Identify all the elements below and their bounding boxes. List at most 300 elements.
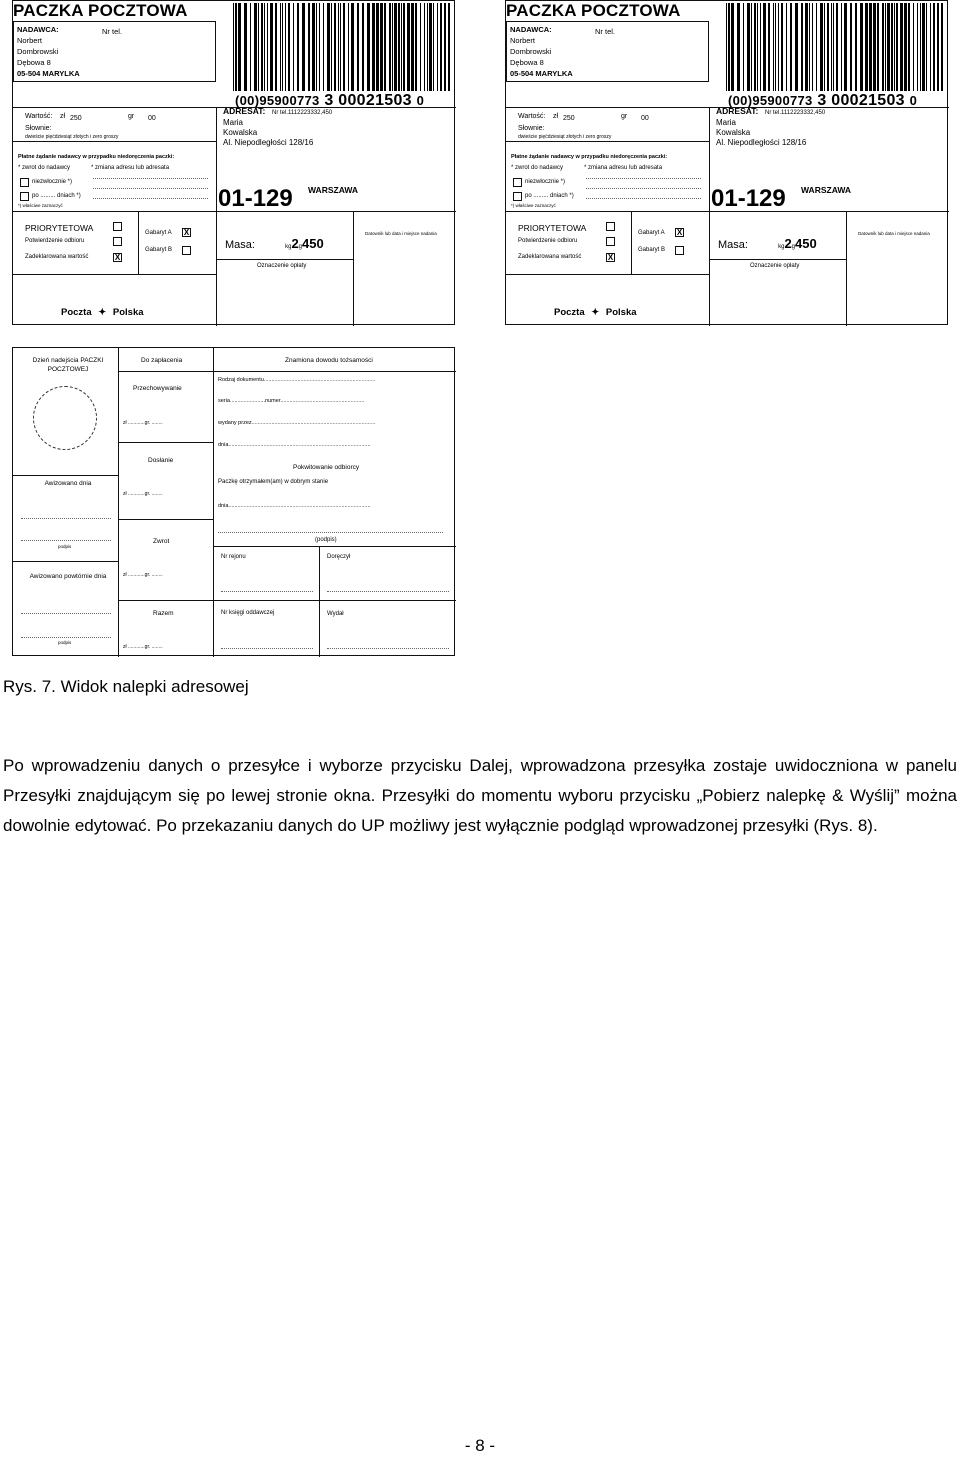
issued-by-label: Wydał [327,611,344,617]
barcode-bar [754,3,756,91]
storage-amount: zł ............gr. ........ [123,420,163,426]
confirm-label: Potwierdzenie odbioru [25,238,85,244]
payment-opt3: niezwłocznie *) [525,179,566,185]
label-header: PACZKA POCZTOWA [13,1,188,20]
recipient-name: Maria [223,118,244,127]
recipient-block [716,106,825,148]
notified-label: Awizowano dnia [44,480,92,487]
divider [353,211,354,326]
value-zl: 250 [70,115,82,122]
doc-date: dnia............................................................................................. [218,442,371,448]
barcode [231,3,453,97]
payment-checkbox [513,192,522,201]
divider [846,211,847,326]
fee-label: Oznaczenie opłaty [750,263,800,269]
dotted-line [218,532,443,533]
masa-g: g [298,244,303,250]
payment-opt3: niezwłocznie *) [32,179,73,185]
gab-b-checkbox [182,246,191,255]
sender-title: NADAWCA: [17,25,59,34]
payment-opt1: * zwrot do nadawcy [511,165,564,171]
barcode-bar [760,3,761,91]
declared-label: Zadeklarowana wartość [25,254,89,260]
divider [118,600,213,601]
sender-title: NADAWCA: [510,25,552,34]
barcode-bar [904,3,907,91]
barcode-bar [882,3,884,91]
barcode-bar [894,3,895,91]
barcode-bar [312,3,315,91]
address-label-1 [12,0,455,325]
barcode-bar [751,3,752,91]
declared-checkbox: X [114,253,121,262]
sender-surname: Dombrowski [510,47,552,56]
confirm-checkbox [606,237,615,246]
barcode-bar [343,3,345,91]
barcode-bar [824,3,825,91]
barcode-bar [908,3,910,91]
masa-gvalue: 450 [302,236,324,251]
barcode-bar [302,3,305,91]
dotted-line [221,648,313,649]
barcode-bar [831,3,832,91]
recipient-street: Al. Niepodległości 128/16 [716,138,807,147]
masa-kg: kg [778,244,785,250]
logo-left: Poczta [61,307,92,318]
barcode-bar [917,3,918,91]
barcode-bar [820,3,823,91]
sender-tel-label: Nr tel. [595,27,616,36]
value-label: Wartość: [25,113,53,120]
barcode-bar [778,3,779,91]
doc-title: Znamiona dowodu tożsamości [285,357,373,364]
to-pay-label: Do zapłacenia [141,357,183,364]
barcode-bar [372,3,375,91]
slownie-value: dwieście pięćdziesiąt złotych i zero groszy [25,134,119,140]
divider [506,141,709,142]
divider [118,348,119,657]
doc-series: seria.......................numer....................................................... [218,398,365,404]
doc-issued: wydany przez................................................................................. [218,420,376,426]
payment-title: Płatne żądanie nadawcy w przypadku niedoręczenia paczki: [511,154,668,160]
barcode-bar [805,3,808,91]
dotted-line [586,188,701,189]
barcode-bar [351,3,354,91]
divider [631,211,632,274]
barcode-bar [340,3,341,91]
masa [225,236,324,251]
barcode-bar [244,3,247,91]
sender-box [506,21,709,82]
barcode-bar [786,3,787,91]
barcode-bar [261,3,263,91]
barcode-bar [801,3,803,91]
masa-label: Masa: [225,239,255,251]
payment-checkbox [20,192,29,201]
divider [13,141,216,142]
barcode-bar [376,3,379,91]
barcode-bar [937,3,939,91]
barcode-bar [891,3,893,91]
barcode-bar [930,3,931,91]
sender-street: Dębowa 8 [17,58,51,67]
sender-name: Norbert [510,36,536,45]
barcode-bar [275,3,277,91]
payment-opt2: * zmiana adresu lub adresata [91,165,170,171]
horn-icon: ✦ [591,307,600,318]
barcode-bar [403,3,405,91]
barcode-bar [790,3,792,91]
divider [216,107,217,326]
label-header: PACZKA POCZTOWA [506,1,681,20]
recipient-block [223,106,332,148]
total-amount: zł ............gr. ........ [123,644,163,650]
dotted-line [327,591,449,592]
value-gr: 00 [148,115,156,122]
confirm-checkbox [113,237,122,246]
masa-label: Masa: [718,239,748,251]
payment-checkbox [513,178,522,187]
payment-opt1: * zwrot do nadawcy [18,165,71,171]
recipient-city: WARSZAWA [308,185,359,195]
divider [319,546,320,657]
barcode-bar [267,3,268,91]
logo-right: Polska [112,307,144,318]
barcode-bar [926,3,927,91]
barcode-bar [809,3,810,91]
barcode-bar [401,3,402,91]
delivery-amount: zł ............gr. ........ [123,491,163,497]
logo-left: Poczta [554,307,585,318]
barcode-bar [362,3,364,91]
barcode-bar [319,3,320,91]
barcode-mid: 5900773 [759,93,813,108]
delivery-label: Dosłanie [148,457,174,464]
received-label: Paczkę otrzymałem(am) w dobrym stanie [218,479,329,485]
book-label: Nr księgi oddawczej [221,610,275,616]
barcode-sep: 3 [324,92,334,109]
gab-a-label: Gabaryt A [638,230,665,236]
barcode-bar [877,3,879,91]
recipient-surname: Kowalska [223,128,258,137]
divider [13,274,216,275]
barcode-bar [941,3,943,91]
masa [718,236,817,251]
barcode-bar [795,3,798,91]
masa-value: 2 [291,236,299,251]
barcode-bar [865,3,868,91]
barcode-bar [836,3,838,91]
sender-postal: 05-504 MARYLKA [17,69,80,78]
dotted-line [586,178,701,179]
divider [13,475,118,476]
dotted-line [221,591,313,592]
barcode-bar [407,3,410,91]
figure-caption: Rys. 7. Widok nalepki adresowej [3,677,249,696]
payment-checkbox [20,178,29,187]
storage-label: Przechowywanie [133,385,182,392]
region-label: Nr rejonu [221,554,246,560]
barcode-bar [812,3,813,91]
dotted-line [327,648,449,649]
barcode-bar [380,3,383,91]
barcode-bar [270,3,273,91]
slownie-label: Słownie: [25,125,52,132]
barcode-sep: 3 [817,92,827,109]
barcode-bar [424,3,425,91]
barcode-prefix: (00)9 [235,93,267,108]
divider [213,348,214,657]
barcode-bar [389,3,391,91]
barcode-bar [433,3,434,91]
barcode-bar [392,3,393,91]
barcode-bar [282,3,283,91]
divider [138,211,139,274]
barcode-bar [448,3,450,91]
slownie-value: dwieście pięćdziesiąt złotych i zero groszy [518,134,612,140]
barcode-bar [308,3,310,91]
barcode-bar [316,3,317,91]
barcode-bar [394,3,397,91]
address-label-2 [505,0,948,325]
total-label: Razem [153,610,174,617]
recipient-zip: 01-129 [218,185,293,212]
gab-b-checkbox [675,246,684,255]
barcode-bar [384,3,386,91]
divider [118,371,213,372]
divider [506,274,709,275]
receipt-label: Pokwitowanie odbiorcy [293,464,360,471]
body-paragraph: Po wprowadzeniu danych o przesyłce i wyborze przycisku Dalej, wprowadzona przesyłka zostaje uwidoczniona w panelu Przesyłki znajdującym się po lewej stronie okna. Przesyłki do momentu wyboru przycisku „Pobierz nalepkę & Wyślij” można dowolnie edytować. Po przekazaniu danych do UP możliwy jest wyłącznie podgląd wprowadzonej przesyłki (Rys. 8). [3,756,957,835]
barcode-bar [429,3,432,91]
barcode-bar [726,3,727,91]
barcode-bar [338,3,339,91]
barcode-bar [437,3,438,91]
divider [709,259,846,260]
barcode-bar [737,3,740,91]
value-label: Wartość: [518,113,546,120]
barcode-end: 00021503 [831,92,905,109]
doc-type: Rodzaj dokumentu......................................................................... [218,377,376,383]
barcode-bar [334,3,336,91]
priority-checkbox [113,222,122,231]
barcode-bar [288,3,290,91]
return-label: Zwrot [153,538,170,545]
divider [118,442,213,443]
masa-kg: kg [285,244,292,250]
barcode-bar [357,3,359,91]
barcode-bar [415,3,417,91]
value-gr-label: gr [621,113,628,120]
barcode-bar [440,3,442,91]
barcode-bar [896,3,898,91]
barcode-bar [348,3,349,91]
renotified-label: Awizowano powtórnie dnia [29,573,107,580]
dotted-line [93,178,208,179]
delivered-label: Doręczył [327,554,351,560]
gab-b-label: Gabaryt B [638,247,666,253]
gab-a-label: Gabaryt A [145,230,172,236]
declared-checkbox: X [607,253,614,262]
page-number: - 8 - [464,1436,496,1455]
horn-icon: ✦ [98,307,107,318]
divider [13,561,118,562]
recipient-city: WARSZAWA [801,185,852,195]
divider [118,519,213,520]
divider [213,546,456,547]
barcode-check: 0 [909,93,918,108]
barcode-check: 0 [416,93,425,108]
podpis-label: (podpis) [315,537,337,543]
barcode-bar [743,3,744,91]
signature-label-2: podpis [58,640,72,645]
recipient-title: ADRESAT: [223,106,266,116]
recipient-title: ADRESAT: [716,106,759,116]
barcode-bar [763,3,766,91]
barcode-bar [747,3,750,91]
recipient-tel: Nr tel.1112223332,450 [272,110,333,116]
recipient-zip: 01-129 [711,185,786,212]
barcode-bar [773,3,774,91]
dotted-line [586,198,701,199]
barcode-bar [900,3,903,91]
barcode-bar [398,3,400,91]
recipient-name: Maria [716,118,737,127]
masa-g: g [791,244,796,250]
barcode-bar [855,3,857,91]
barcode-bar [768,3,770,91]
barcode-bar [728,3,730,91]
barcode-bar [816,3,817,91]
barcode-bar [887,3,890,91]
masa-value: 2 [784,236,792,251]
fee-label: Oznaczenie opłaty [257,263,307,269]
recipient-street: Al. Niepodległości 128/16 [223,138,314,147]
barcode-bar [285,3,286,91]
barcode-bar [860,3,863,91]
payment-title: Płatne żądanie nadawcy w przypadku niedoręczenia paczki: [18,154,175,160]
dotted-line [21,613,111,614]
barcode-bar [913,3,914,91]
barcode-bar [841,3,842,91]
poczta-logo [61,307,144,318]
barcode-bar [323,3,324,91]
barcode-bar [869,3,872,91]
barcode-end: 00021503 [338,92,412,109]
barcode-bar [327,3,330,91]
priority-label: PRIORYTETOWA [25,223,94,233]
dotted-line [93,198,208,199]
barcode-bar [367,3,370,91]
barcode-bar [844,3,847,91]
sender-postal: 05-504 MARYLKA [510,69,573,78]
gab-a-checkbox: X [676,228,683,237]
payment-opt4: po ......... dniach *) [32,193,81,199]
poczta-logo [554,307,637,318]
masa-gvalue: 450 [795,236,817,251]
payment-note: *) właściwe zaznaczyć [18,203,63,208]
barcode-bar [293,3,294,91]
priority-checkbox [606,222,615,231]
slownie-label: Słownie: [518,125,545,132]
sender-street: Dębowa 8 [510,58,544,67]
value-gr-label: gr [128,113,135,120]
barcode-bar [250,3,251,91]
stamp-label: Datownik lub data i miejsce nadania [858,231,930,236]
divider [216,259,353,260]
dotted-line [21,637,111,638]
sender-box [13,21,216,82]
barcode-bar [781,3,783,91]
barcode-bar [922,3,925,91]
barcode-bar [920,3,921,91]
sender-name: Norbert [17,36,43,45]
sender-surname: Dombrowski [17,47,59,56]
barcode-bar [258,3,259,91]
barcode-bar [235,3,237,91]
barcode-bar [280,3,281,91]
stamp-circle [33,386,97,450]
priority-label: PRIORYTETOWA [518,223,587,233]
barcode-bar [757,3,758,91]
declared-label: Zadeklarowana wartość [518,254,582,260]
gab-a-checkbox: X [183,228,190,237]
barcode-bar [885,3,886,91]
return-amount: zł ............gr. ........ [123,572,163,578]
barcode-bar [264,3,265,91]
stamp-label: Datownik lub data i miejsce nadania [365,231,437,236]
confirm-label: Potwierdzenie odbioru [518,238,578,244]
recipient-tel: Nr tel.1112223332,450 [765,110,826,116]
barcode-mid: 5900773 [266,93,320,108]
barcode-bar [427,3,428,91]
payment-opt4: po ......... dniach *) [525,193,574,199]
barcode-bar [444,3,446,91]
barcode-bar [827,3,829,91]
gab-b-label: Gabaryt B [145,247,173,253]
signature-label: podpis [58,544,72,549]
label-back [12,347,455,656]
recipient-surname: Kowalska [716,128,751,137]
value-gr: 00 [641,115,649,122]
barcode-bar [238,3,241,91]
barcode-bar [420,3,421,91]
payment-opt2: * zmiana adresu lub adresata [584,165,663,171]
barcode-bar [233,3,234,91]
value-zl: 250 [563,115,575,122]
dotted-line [93,188,208,189]
dotted-line [21,518,111,519]
barcode-bar [833,3,834,91]
barcode [724,3,946,97]
value-zl-label: zł [60,113,66,120]
dotted-line [21,540,111,541]
barcode-bar [933,3,935,91]
barcode-bar [850,3,852,91]
divider [213,600,456,601]
divider [709,107,710,326]
barcode-bar [297,3,299,91]
barcode-bar [411,3,414,91]
barcode-prefix: (00)9 [728,93,760,108]
barcode-bar [873,3,876,91]
barcode-bar [331,3,332,91]
logo-right: Polska [605,307,637,318]
sender-tel-label: Nr tel. [102,27,123,36]
barcode-bar [775,3,776,91]
arrival-label: Dzień nadejścia PACZKI POCZTOWEJ [32,357,104,373]
barcode-bar [731,3,734,91]
